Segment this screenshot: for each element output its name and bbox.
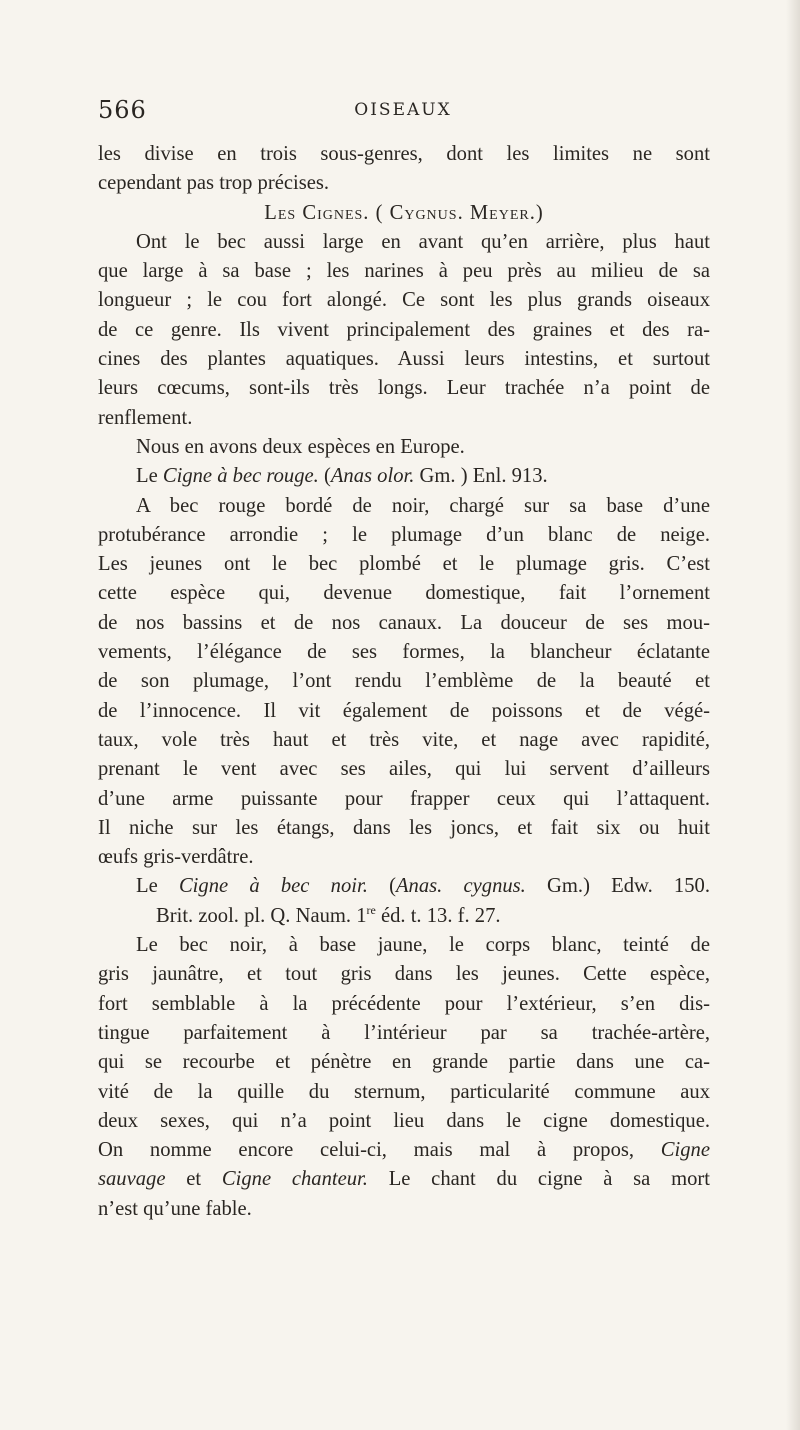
italic-term: sauvage [98, 1168, 166, 1191]
species-latin: Anas olor. [330, 465, 415, 488]
text-line: œufs gris-verdâtre. [98, 846, 254, 869]
text-line: qui se recourbe et pénètre en grande partie dans une ca- [98, 1051, 710, 1074]
text-line: d’une arme puissante pour frapper ceux qui l’attaquent. [98, 787, 710, 810]
species-heading [98, 872, 710, 901]
text-line: cependant pas trop précises. [98, 172, 330, 195]
text-line: taux, vole très haut et très vite, et nage avec rapidité, [98, 728, 710, 751]
text-line: Il niche sur les étangs, dans les joncs, et fait six ou huit [98, 816, 710, 839]
species-name: Cigne à bec rouge. [162, 465, 319, 488]
heading-author: . Meyer.) [457, 201, 544, 224]
text-line: vements, l’élégance de ses formes, la blancheur éclatante [98, 641, 710, 664]
text-line: cines des plantes aquatiques. Aussi leurs intestins, et surtout [98, 348, 710, 371]
section-heading [98, 199, 710, 228]
text-line: que large à sa base ; les narines à peu près au milieu de sa [98, 260, 710, 283]
text-fragment: On nomme encore celui-ci, mais mal à propos, [98, 1139, 661, 1162]
text-line: vité de la quille du sternum, particularité commune aux [98, 1080, 710, 1103]
italic-term: Cigne chanteur. [221, 1168, 368, 1191]
text-line: Le bec noir, à base jaune, le corps blanc, teinté de [136, 934, 710, 957]
species-reference: Gm.) Edw. 150. [525, 875, 710, 898]
species-text: ( [318, 465, 331, 488]
text-line: fort semblable à la précédente pour l’extérieur, s’en dis- [98, 992, 710, 1015]
species-text: Le [136, 465, 163, 488]
italic-term: Cigne [660, 1139, 710, 1162]
text-line: protubérance arrondie ; le plumage d’un blanc de neige. [98, 523, 710, 546]
text-line: cette espèce qui, devenue domestique, fait l’ornement [98, 582, 710, 605]
species-name: Cigne à bec noir. [178, 875, 368, 898]
body-text [98, 140, 710, 1224]
page-number: 566 [98, 96, 147, 124]
text-line: tingue parfaitement à l’intérieur par sa trachée-artère, [98, 1021, 710, 1044]
page-edge-shadow [786, 0, 800, 1430]
text-line [98, 1165, 710, 1194]
page-header [98, 96, 708, 130]
text-line [98, 1136, 710, 1165]
text-line: Les jeunes ont le bec plombé et le plumage gris. C’est [98, 553, 710, 576]
text-line: Nous en avons deux espèces en Europe. [136, 435, 465, 458]
reference-text: Brit. zool. pl. Q. Naum. 1 [156, 904, 367, 927]
text-line: renflement. [98, 406, 193, 429]
text-line: deux sexes, qui n’a point lieu dans le cigne domestique. [98, 1109, 710, 1132]
species-text: Le [136, 875, 179, 898]
species-heading [98, 462, 710, 491]
reference-superscript: re [366, 902, 376, 917]
text-line: prenant le vent avec ses ailes, qui lui servent d’ailleurs [98, 758, 710, 781]
running-head: OISEAUX [354, 100, 452, 120]
text-fragment: Le chant du cigne à sa mort [367, 1168, 710, 1191]
text-line: les divise en trois sous-genres, dont les limites ne sont [98, 143, 710, 165]
species-reference: Gm. ) Enl. 913. [414, 465, 548, 488]
text-line: de nos bassins et de nos canaux. La douceur de ses mou- [98, 611, 710, 634]
text-line: de son plumage, l’ont rendu l’emblème de la beauté et [98, 670, 710, 693]
species-reference-line [98, 902, 710, 931]
text-line: de ce genre. Ils vivent principalement des graines et des ra- [98, 318, 710, 341]
text-line: longueur ; le cou fort alongé. Ce sont les plus grands oiseaux [98, 289, 710, 312]
text-line: Ont le bec aussi large en avant qu’en arrière, plus haut [136, 230, 710, 253]
text-line: gris jaunâtre, et tout gris dans les jeunes. Cette espèce, [98, 963, 710, 986]
text-line: de l’innocence. Il vit également de poissons et de végé- [98, 699, 710, 722]
species-text: ( [367, 875, 396, 898]
text-line: leurs cœcums, sont-ils très longs. Leur trachée n’a point de [98, 377, 710, 400]
heading-text: Les Cignes. ( [264, 201, 390, 224]
text-line: n’est qu’une fable. [98, 1197, 252, 1220]
reference-text: éd. t. 13. f. 27. [375, 904, 501, 927]
species-latin: Anas. cygnus. [395, 875, 526, 898]
text-fragment: et [165, 1168, 222, 1191]
text-line: A bec rouge bordé de noir, chargé sur sa base d’une [136, 494, 710, 517]
heading-genus: Cygnus [389, 201, 458, 224]
